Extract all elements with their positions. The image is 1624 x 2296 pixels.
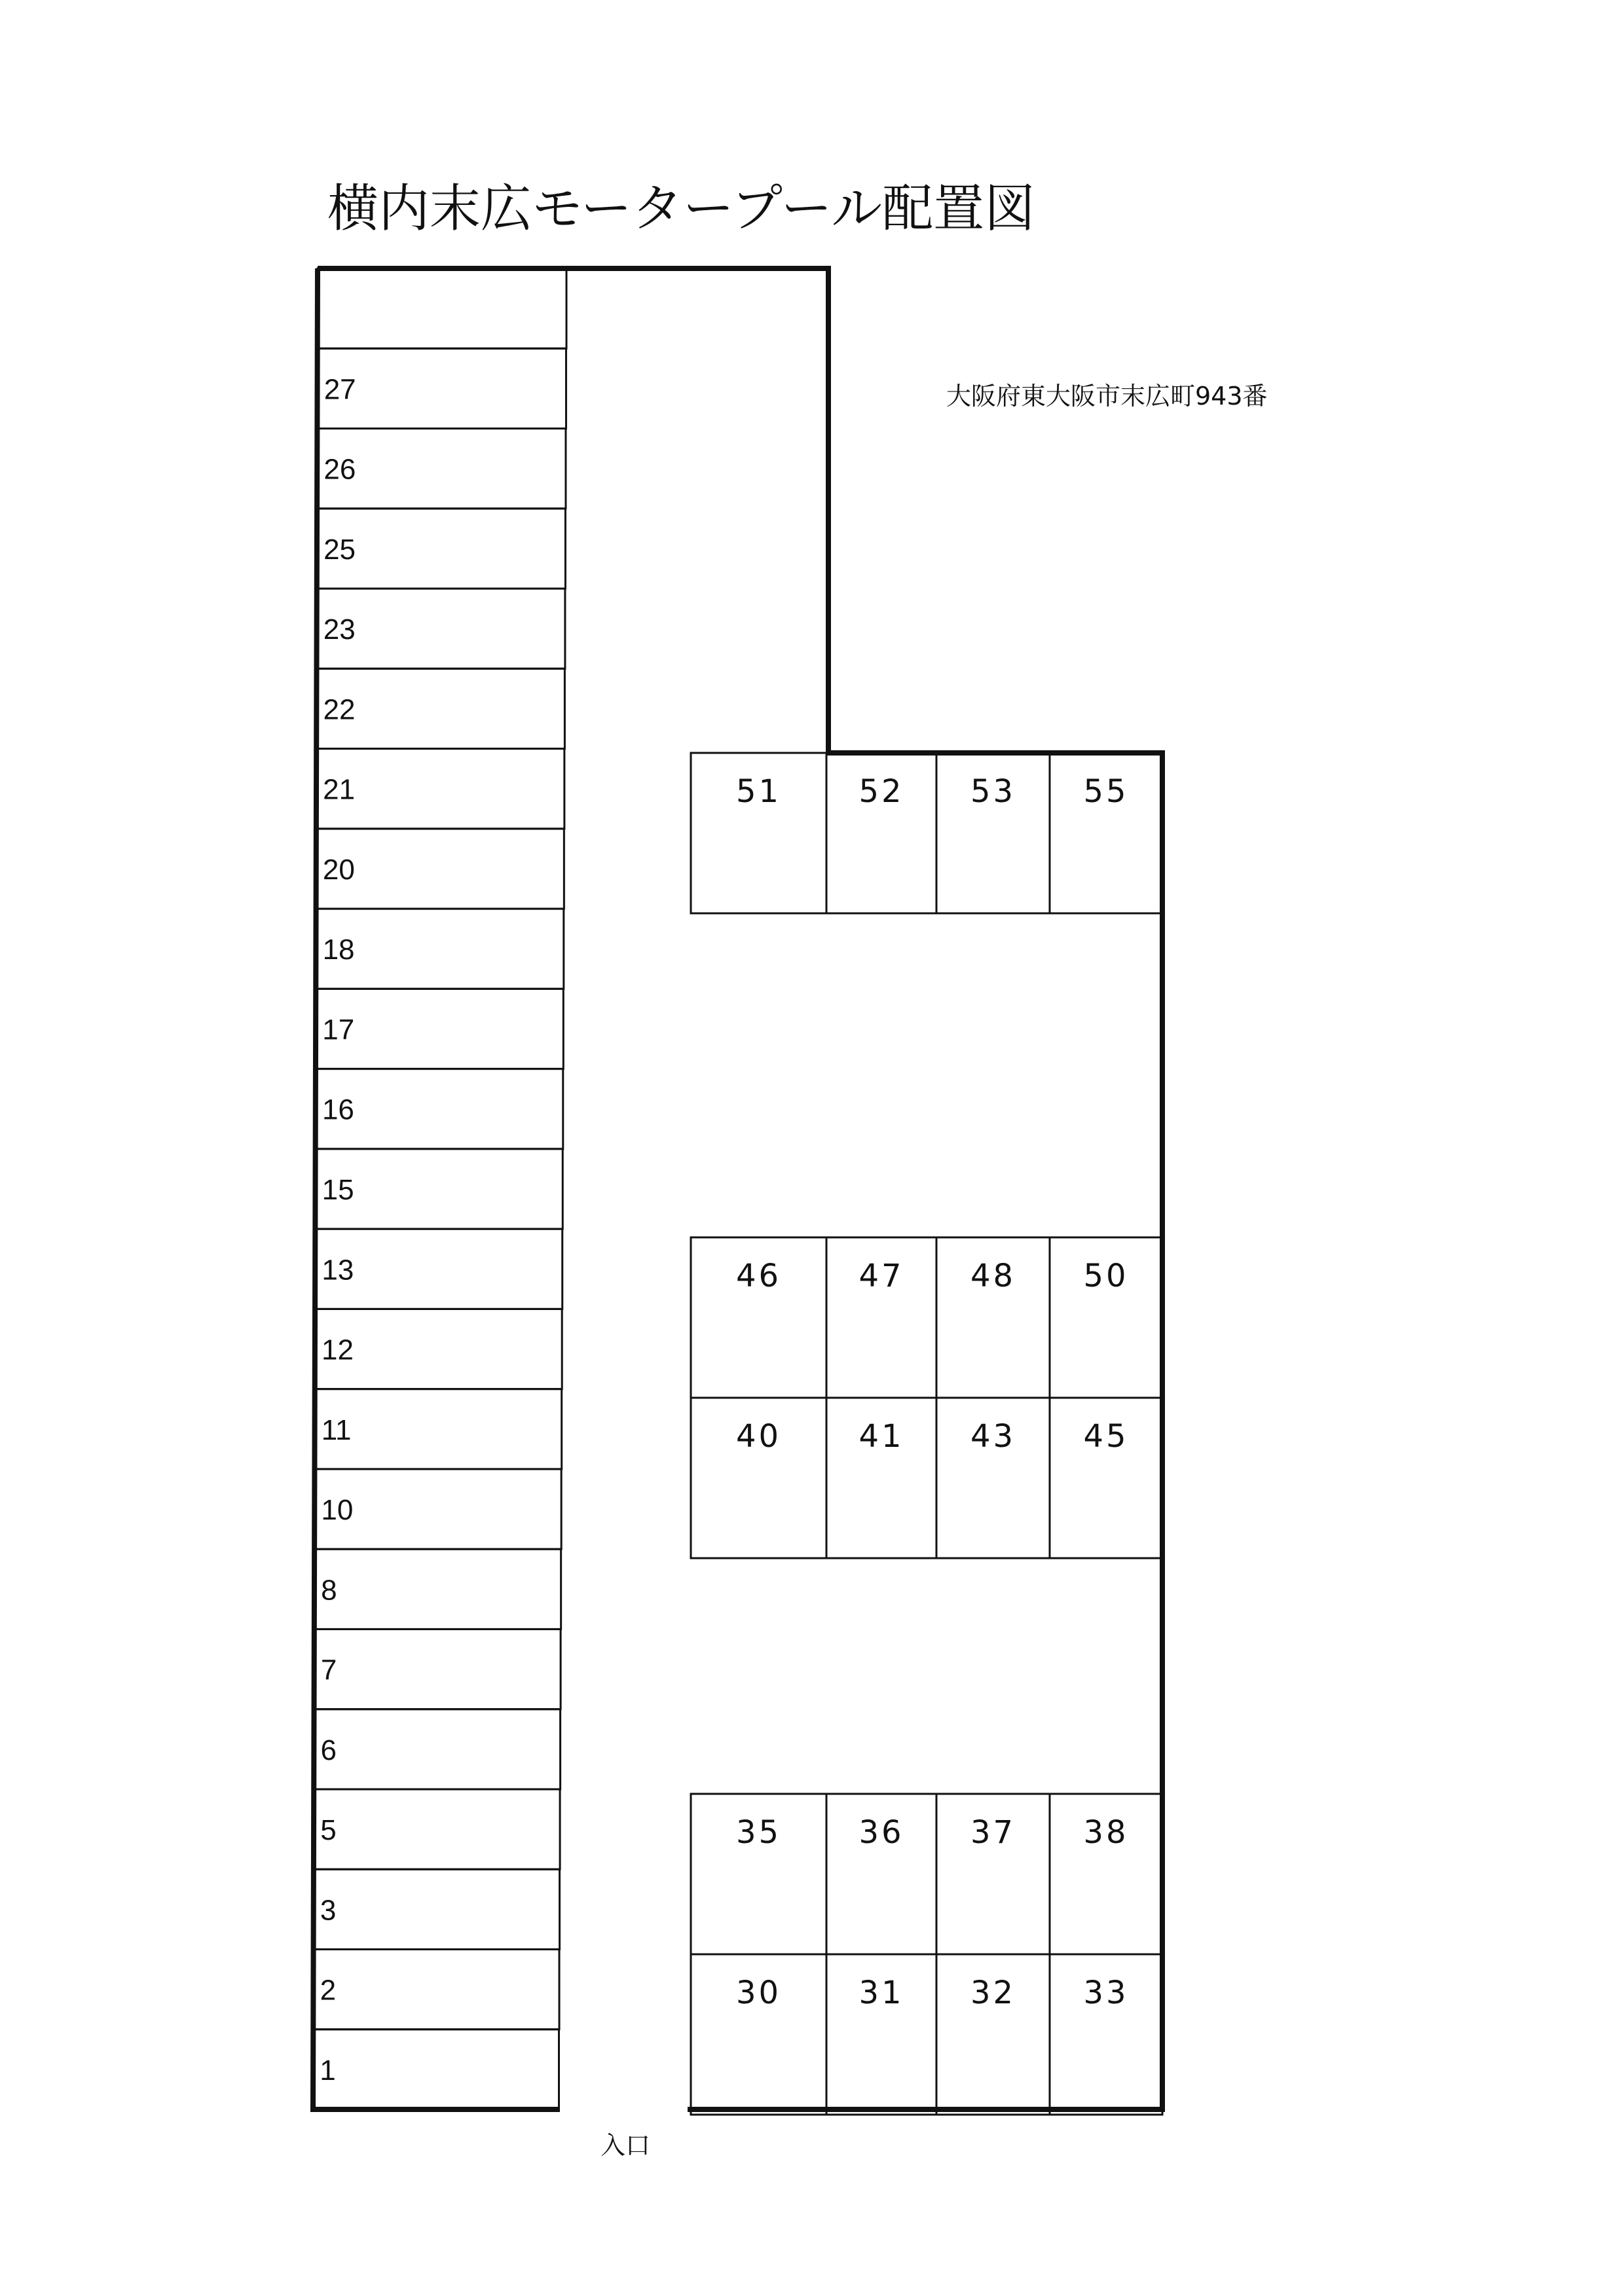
right-parking-space <box>691 1794 826 1954</box>
parking-space-number: 1 <box>320 2054 336 2086</box>
left-parking-space <box>314 1629 561 1709</box>
left-parking-space <box>316 749 564 829</box>
address-label: 大阪府東大阪市末広町943番 <box>946 382 1268 410</box>
right-parking-space <box>1050 1954 1162 2115</box>
right-parking-space <box>691 1954 826 2115</box>
right-parking-blocks <box>691 753 1162 2115</box>
left-parking-space <box>314 1469 561 1549</box>
parking-space-number: 38 <box>1083 1814 1129 1851</box>
parking-space-number: 32 <box>970 1975 1016 2011</box>
left-parking-space <box>314 1709 561 1789</box>
parking-space-number: 15 <box>322 1174 354 1206</box>
left-parking-space <box>316 989 563 1068</box>
parking-space-number: 36 <box>858 1814 904 1851</box>
parking-space-number: 21 <box>323 773 356 806</box>
left-parking-space <box>313 2030 559 2109</box>
parking-space-number: 16 <box>322 1093 354 1126</box>
left-parking-space <box>317 509 565 589</box>
parking-space-number: 52 <box>858 773 904 810</box>
parking-space-outline <box>314 1949 559 2029</box>
parking-space-number: 55 <box>1083 773 1129 810</box>
right-parking-space <box>1050 1237 1162 1398</box>
parking-space-number: 53 <box>970 773 1016 810</box>
right-parking-space <box>826 1794 936 1954</box>
parking-space-number: 18 <box>322 934 355 966</box>
parking-space-number: 43 <box>970 1418 1016 1455</box>
right-parking-space <box>936 1398 1050 1558</box>
left-parking-space <box>314 1869 560 1949</box>
right-parking-block <box>691 1794 1162 2115</box>
left-parking-space <box>315 1309 562 1389</box>
parking-space-number: 45 <box>1083 1418 1129 1455</box>
parking-space-number: 40 <box>735 1418 782 1455</box>
parking-space-number: 47 <box>858 1258 904 1294</box>
parking-space-outline <box>314 1629 561 1709</box>
left-parking-space <box>316 1149 563 1229</box>
parking-space-number: 11 <box>321 1413 352 1446</box>
parking-space-number: 8 <box>321 1574 337 1607</box>
parking-space-number: 7 <box>320 1654 337 1686</box>
left-parking-space <box>314 1949 559 2029</box>
parking-space-number: 48 <box>970 1258 1016 1294</box>
parking-space-number: 25 <box>323 533 356 566</box>
left-parking-space <box>314 1549 561 1629</box>
right-parking-space <box>1050 1794 1162 1954</box>
parking-space-outline <box>314 1869 560 1949</box>
right-parking-space <box>1050 1398 1162 1558</box>
left-parking-space <box>318 348 566 428</box>
right-parking-space <box>936 1237 1050 1398</box>
parking-space-number: 22 <box>323 693 356 726</box>
right-parking-block <box>691 753 1162 913</box>
left-parking-space <box>318 268 566 348</box>
parking-space-number: 41 <box>858 1418 904 1455</box>
left-parking-column <box>313 268 566 2109</box>
right-parking-space <box>691 753 826 913</box>
right-parking-space <box>691 1237 826 1398</box>
parking-space-number: 3 <box>320 1894 337 1927</box>
left-parking-space <box>317 589 565 668</box>
left-parking-space <box>316 909 564 989</box>
parking-space-outline <box>315 1389 562 1469</box>
left-parking-space <box>316 668 564 748</box>
right-parking-space <box>826 1954 936 2115</box>
right-parking-space <box>826 1237 936 1398</box>
parking-space-number: 27 <box>323 373 356 406</box>
parking-space-number: 33 <box>1083 1975 1129 2011</box>
parking-space-number: 31 <box>858 1975 904 2011</box>
left-parking-space <box>314 1789 560 1869</box>
right-parking-space <box>936 753 1050 913</box>
parking-space-number: 20 <box>322 853 355 886</box>
parking-space-number: 12 <box>322 1334 354 1366</box>
parking-space-number: 37 <box>970 1814 1016 1851</box>
parking-space-outline <box>314 1549 561 1629</box>
right-parking-space <box>936 1794 1050 1954</box>
left-parking-space <box>317 429 566 509</box>
parking-space-number: 51 <box>735 773 782 810</box>
parking-space-outline <box>314 1709 561 1789</box>
parking-space-number: 50 <box>1083 1258 1129 1294</box>
parking-space-number: 5 <box>320 1814 337 1847</box>
parking-space-number: 46 <box>735 1258 782 1294</box>
left-parking-space <box>315 1389 562 1469</box>
parking-space-number: 2 <box>320 1974 337 2007</box>
right-parking-space <box>691 1398 826 1558</box>
parking-space-number: 13 <box>322 1254 354 1286</box>
right-parking-space <box>936 1954 1050 2115</box>
parking-space-number: 35 <box>735 1814 782 1851</box>
parking-space-number: 23 <box>323 613 356 646</box>
parking-space-number: 6 <box>320 1734 337 1766</box>
parking-space-number: 30 <box>735 1975 782 2011</box>
left-parking-space <box>316 829 564 909</box>
parking-space-outline <box>314 1789 560 1869</box>
parking-space-number: 17 <box>322 1013 355 1046</box>
right-parking-space <box>826 753 936 913</box>
left-parking-space <box>316 1069 563 1149</box>
right-parking-block <box>691 1237 1162 1558</box>
parking-space-outline <box>313 2030 559 2109</box>
page-title: 横内末広モータープール配置図 <box>327 179 1036 238</box>
right-parking-space <box>1050 753 1162 913</box>
parking-space-number: 10 <box>321 1494 354 1527</box>
entrance-label: 入口 <box>600 2131 651 2160</box>
left-parking-space <box>315 1229 562 1309</box>
right-parking-space <box>826 1398 936 1558</box>
parking-space-number: 26 <box>323 453 356 486</box>
parking-space-outline <box>318 268 566 348</box>
